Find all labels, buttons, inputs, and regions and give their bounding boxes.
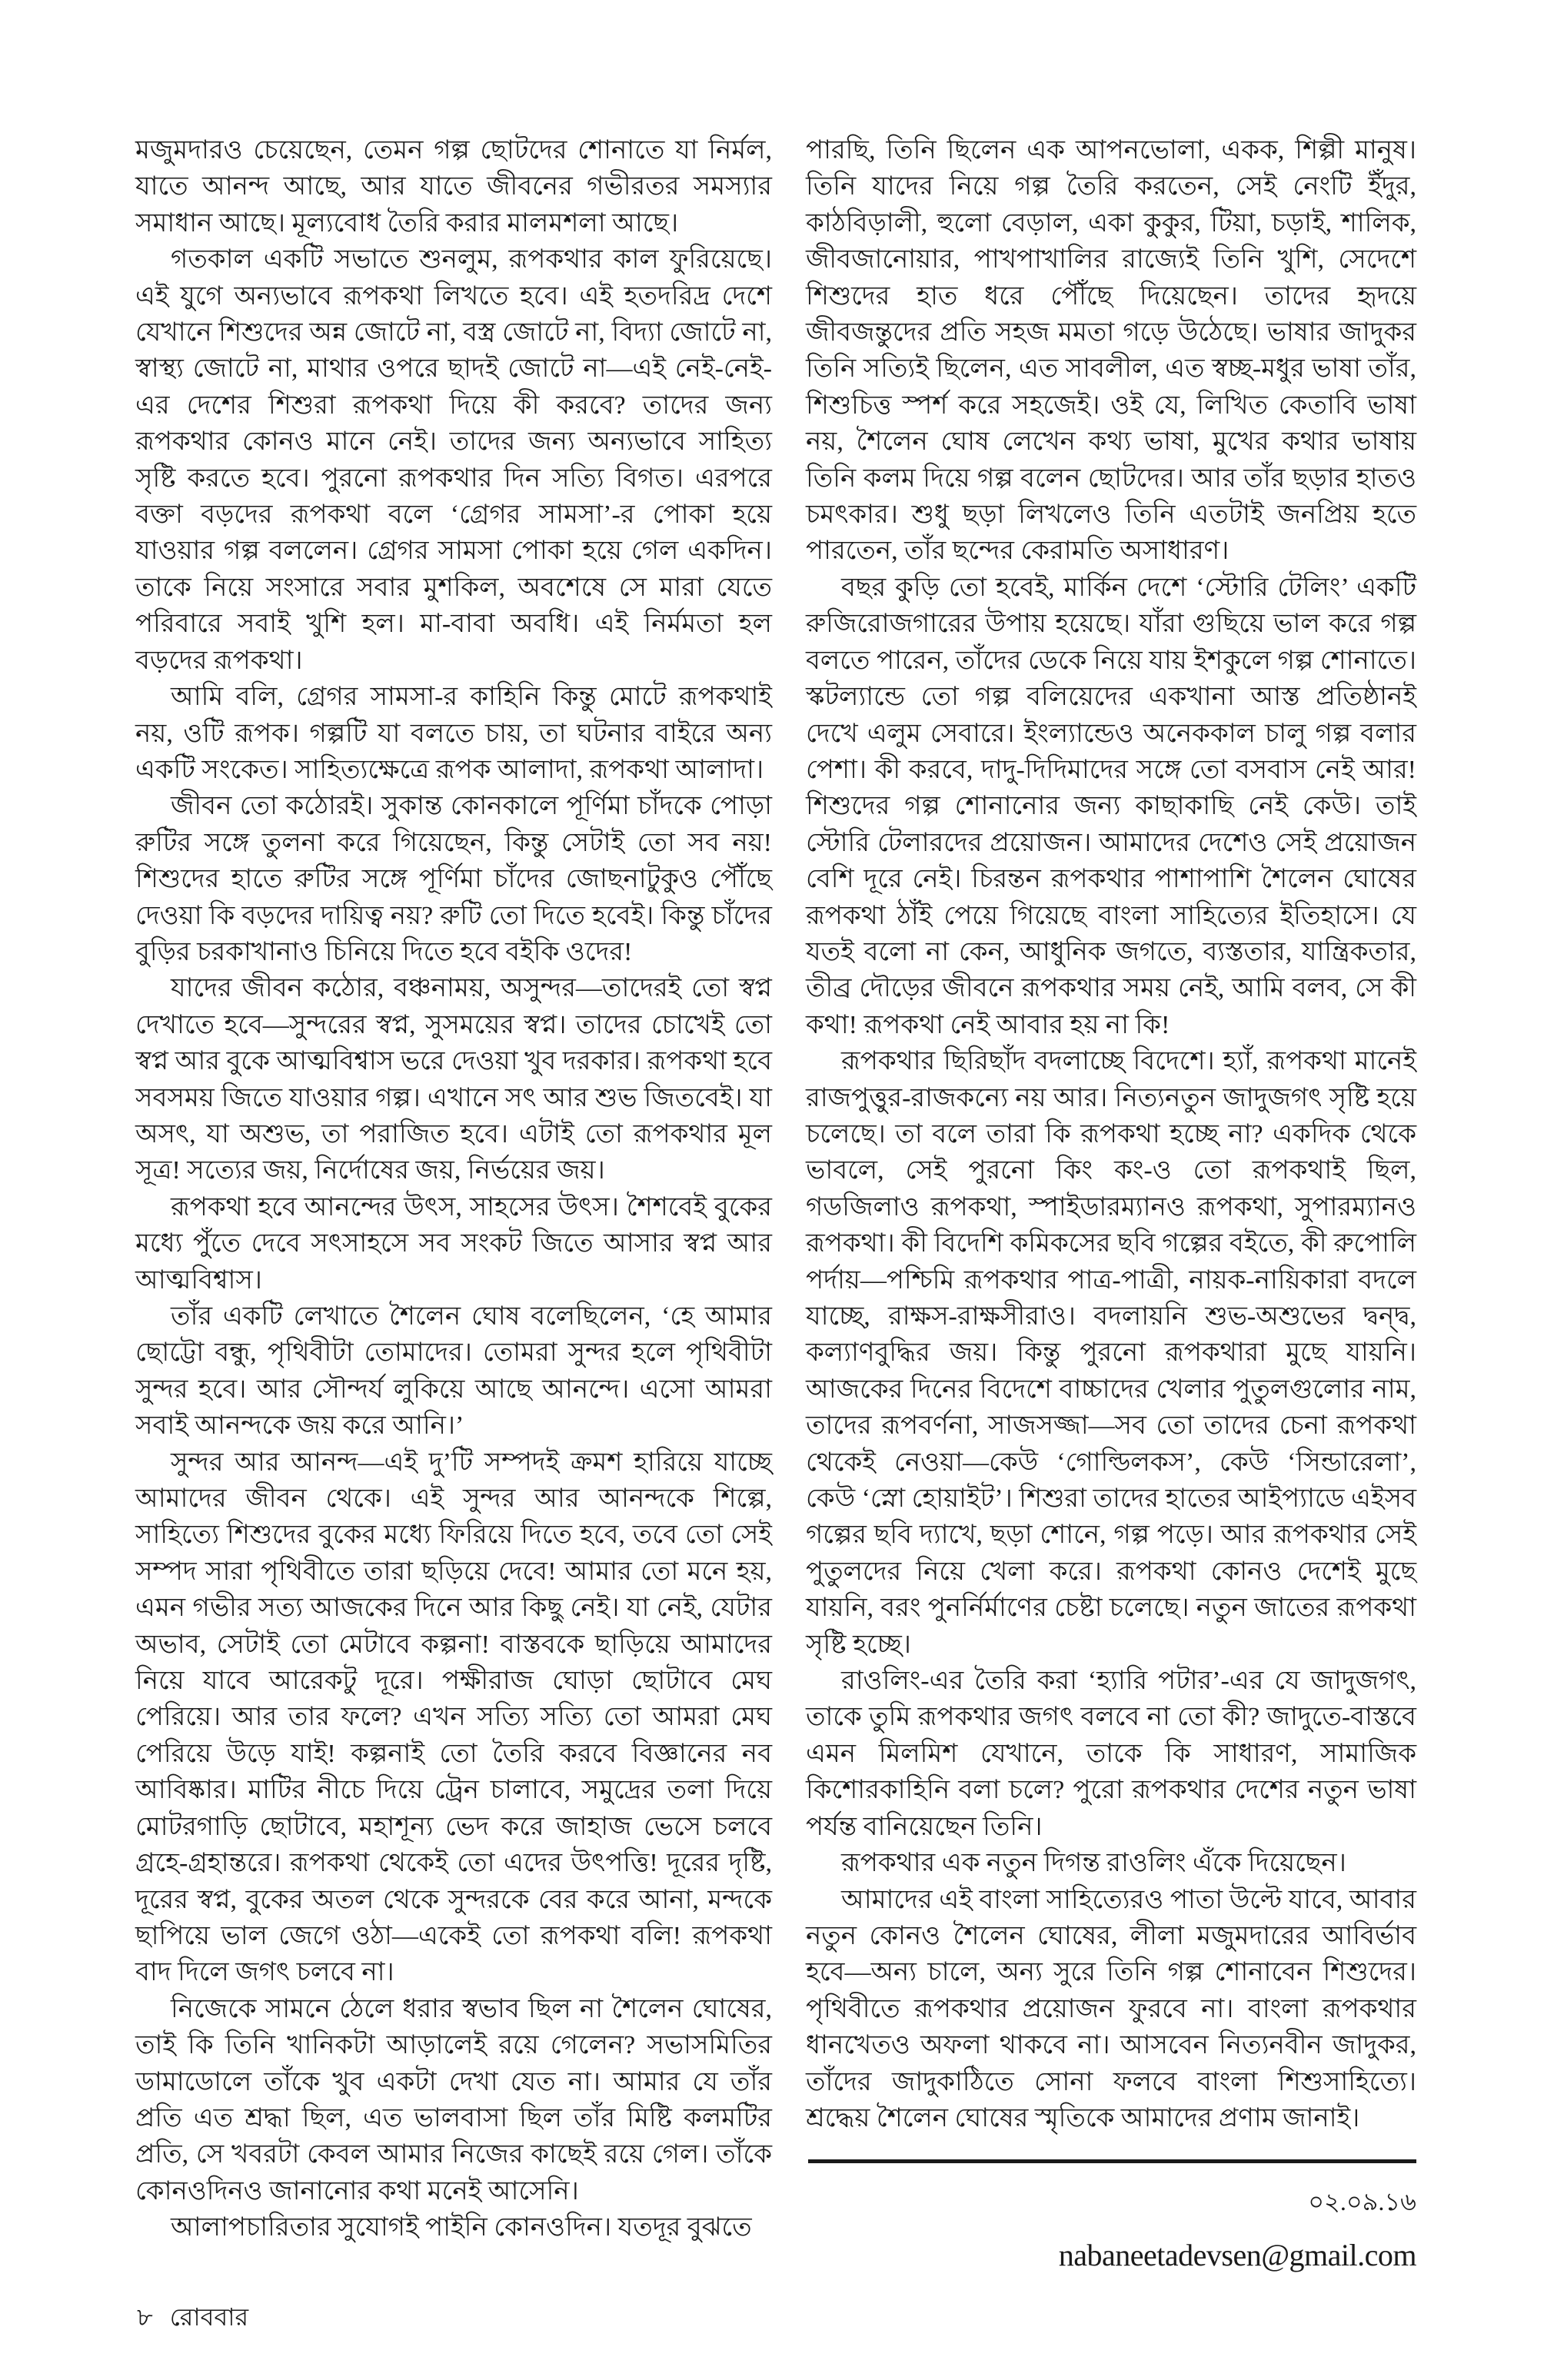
article-column-left <box>135 132 772 2246</box>
author-email: nabaneetadevsen@gmail.com <box>1058 2238 1416 2273</box>
page-number: ৮ <box>137 2303 153 2332</box>
paragraph: রূপকথার ছিরিছাঁদ বদলাচ্ছে বিদেশে। হ্যাঁ, রূপকথা মানেই রাজপুত্তুর-রাজকন্যে নয় আর। নিত্যনতুন জাদুজগৎ সৃষ্টি হয়ে চলেছে। তা বলে তারা কি রূপকথা হচ্ছে না? একদিক থেকে ভাবলে, সেই পুরনো কিং কং-ও তো রূপকথাই ছিল, গডজিলাও রূপকথা, স্পাইডারম্যানও রূপকথা, সুপারম্যানও রূপকথা। কী বিদেশি কমিকসের ছবি গল্পের বইতে, কী রুপোলি পর্দায়—পশ্চিমি রূপকথার পাত্র-পাত্রী, নায়ক-নায়িকারা বদলে যাচ্ছে, রাক্ষস-রাক্ষসীরাও। বদলায়নি শুভ-অশুভের দ্বন্দ্ব, কল্যাণবুদ্ধির জয়। কিন্তু পুরনো রূপকথারা মুছে যায়নি। আজকের দিনের বিদেশে বাচ্চাদের খেলার পুতুলগুলোর নাম, তাদের রূপবর্ণনা, সাজসজ্জা—সব তো তাদের চেনা রূপকথা থেকেই নেওয়া—কেউ ‘গোল্ডিলকস’, কেউ ‘সিন্ডারেলা’, কেউ ‘স্নো হোয়াইট’। শিশুরা তাদের হাতের আইপ্যাডে এইসব গল্পের ছবি দ্যাখে, ছড়া শোনে, গল্প পড়ে। আর রূপকথার সেই পুতুলদের নিয়ে খেলা করে। রূপকথা কোনও দেশেই মুছে যায়নি, বরং পুনর্নির্মাণের চেষ্টা চলেছে। নতুন জাতের রূপকথা সৃষ্টি হচ্ছে। <box>806 1047 1416 1659</box>
paragraph: নিজেকে সামনে ঠেলে ধরার স্বভাব ছিল না শৈলেন ঘোষের, তাই কি তিনি খানিকটা আড়ালেই রয়ে গেলেন? সভাসমিতির ডামাডোলে তাঁকে খুব একটা দেখা যেত না। আমার যে তাঁর প্রতি এত শ্রদ্ধা ছিল, এত ভালবাসা ছিল তাঁর মিষ্টি কলমটির প্রতি, সে খবরটা কেবল আমার নিজের কাছেই রয়ে গেল। তাঁকে কোনওদিনও জানানোর কথা মনেই আসেনি। <box>135 1994 772 2205</box>
paragraph: রূপকথার এক নতুন দিগন্ত রাওলিং এঁকে দিয়েছেন। <box>841 1849 1346 1878</box>
paragraph: মজুমদারও চেয়েছেন, তেমন গল্প ছোটদের শোনাতে যা নির্মল, যাতে আনন্দ আছে, আর যাতে জীবনের গভীরতর সমস্যার সমাধান আছে। মূল্যবোধ তৈরি করার মালমশলা আছে। <box>135 136 772 238</box>
paragraph: সুন্দর আর আনন্দ—এই দু’টি সম্পদই ক্রমশ হারিয়ে যাচ্ছে আমাদের জীবন থেকে। এই সুন্দর আর আনন্দকে শিল্পে, সাহিত্যে শিশুদের বুকের মধ্যে ফিরিয়ে দিতে হবে, তবে তো সেই সম্পদ সারা পৃথিবীতে তারা ছড়িয়ে দেবে! আমার তো মনে হয়, এমন গভীর সত্য আজকের দিনে আর কিছু নেই। যা নেই, যেটার অভাব, সেটাই তো মেটাবে কল্পনা! বাস্তবকে ছাড়িয়ে আমাদের নিয়ে যাবে আরেকটু দূরে। পক্ষীরাজ ঘোড়া ছোটাবে মেঘ পেরিয়ে। আর তার ফলে? এখন সত্যি সত্যি তো আমরা মেঘ পেরিয়ে উড়ে যাই! কল্পনাই তো তৈরি করবে বিজ্ঞানের নব আবিষ্কার। মাটির নীচে দিয়ে ট্রেন চালাবে, সমুদ্রের তলা দিয়ে মোটরগাড়ি ছোটাবে, মহাশূন্য ভেদ করে জাহাজ ভেসে চলবে গ্রহে-গ্রহান্তরে। রূপকথা থেকেই তো এদের উৎপত্তি! দূরের দৃষ্টি, দূরের স্বপ্ন, বুকের অতল থেকে সুন্দরকে বের করে আনা, মন্দকে ছাপিয়ে ভাল জেগে ওঠা—একেই তো রূপকথা বলি! রূপকথা বাদ দিলে জগৎ চলবে না। <box>135 1448 772 1987</box>
article-column-right <box>806 132 1416 2277</box>
page-footer <box>135 2300 1416 2334</box>
article-columns <box>135 132 1416 2277</box>
paragraph: আলাপচারিতার সুযোগই পাইনি কোনওদিন। যতদূর বুঝতে <box>171 2213 752 2242</box>
paragraph: রূপকথা হবে আনন্দের উৎস, সাহসের উৎস। শৈশবেই বুকের মধ্যে পুঁতে দেবে সৎসাহসে সব সংকট জিতে আসার স্বপ্ন আর আত্মবিশ্বাস। <box>135 1192 772 1295</box>
paragraph: যাদের জীবন কঠোর, বঞ্চনাময়, অসুন্দর—তাদেরই তো স্বপ্ন দেখাতে হবে—সুন্দরের স্বপ্ন, সুসময়ের স্বপ্ন। তাদের চোখেই তো স্বপ্ন আর বুকে আত্মবিশ্বাস ভরে দেওয়া খুব দরকার। রূপকথা হবে সবসময় জিতে যাওয়ার গল্প। এখানে সৎ আর শুভ জিতবেই। যা অসৎ, যা অশুভ, তা পরাজিত হবে। এটাই তো রূপকথার মূল সূত্র! সত্যের জয়, নির্দোষের জয়, নির্ভয়ের জয়। <box>135 974 772 1185</box>
publication-name: রোববার <box>169 2303 249 2332</box>
article-date: ০২.০৯.১৬ <box>1308 2188 1416 2216</box>
end-rule-divider <box>808 2159 1416 2163</box>
paragraph: পারছি, তিনি ছিলেন এক আপনভোলা, একক, শিল্পী মানুষ। তিনি যাদের নিয়ে গল্প তৈরি করতেন, সেই নেংটি ইঁদুর, কাঠবিড়ালী, হুলো বেড়াল, একা কুকুর, টিয়া, চড়াই, শালিক, জীবজানোয়ার, পাখপাখালির রাজ্যেই তিনি খুশি, সেদেশে শিশুদের হাত ধরে পৌঁছে দিয়েছেন। তাদের হৃদয়ে জীবজন্তুদের প্রতি সহজ মমতা গড়ে উঠেছে। ভাষার জাদুকর তিনি সত্যিই ছিলেন, এত সাবলীল, এত স্বচ্ছ-মধুর ভাষা তাঁর, শিশুচিত্ত স্পর্শ করে সহজেই। ওই যে, লিখিত কেতাবি ভাষা নয়, শৈলেন ঘোষ লেখেন কথ্য ভাষা, মুখের কথার ভাষায় তিনি কলম দিয়ে গল্প বলেন ছোটদের। আর তাঁর ছড়ার হাতও চমৎকার। শুধু ছড়া লিখলেও তিনি এতটাই জনপ্রিয় হতে পারতেন, তাঁর ছন্দের কেরামতি অসাধারণ। <box>806 136 1416 566</box>
paragraph: গতকাল একটি সভাতে শুনলুম, রূপকথার কাল ফুরিয়েছে। এই যুগে অন্যভাবে রূপকথা লিখতে হবে। এই হতদরিদ্র দেশে যেখানে শিশুদের অন্ন জোটে না, বস্ত্র জোটে না, বিদ্যা জোটে না, স্বাস্থ্য জোটে না, মাথার ওপরে ছাদই জোটে না—এই নেই-নেই-এর দেশের শিশুরা রূপকথা দিয়ে কী করবে? তাদের জন্য রূপকথার কোনও মানে নেই। তাদের জন্য অন্যভাবে সাহিত্য সৃষ্টি করতে হবে। পুরনো রূপকথার দিন সত্যি বিগত। এরপরে বক্তা বড়দের রূপকথা বলে ‘গ্রেগর সামসা’-র পোকা হয়ে যাওয়ার গল্প বললেন। গ্রেগর সামসা পোকা হয়ে গেল একদিন। তাকে নিয়ে সংসারে সবার মুশকিল, অবশেষে সে মারা যেতে পরিবারে সবাই খুশি হল। মা-বাবা অবধি। এই নির্মমতা হল বড়দের রূপকথা। <box>135 245 773 675</box>
paragraph: তাঁর একটি লেখাতে শৈলেন ঘোষ বলেছিলেন, ‘হে আমার ছোট্টো বন্ধু, পৃথিবীটা তোমাদের। তোমরা সুন্দর হলে পৃথিবীটা সুন্দর হবে। আর সৌন্দর্য লুকিয়ে আছে আনন্দে। এসো আমরা সবাই আনন্দকে জয় করে আনি।’ <box>135 1302 772 1441</box>
article-signoff <box>806 2159 1416 2277</box>
paragraph: রাওলিং-এর তৈরি করা ‘হ্যারি পটার’-এর যে জাদুজগৎ, তাকে তুমি রূপকথার জগৎ বলবে না তো কী? জাদুতে-বাস্তবে এমন মিলমিশ যেখানে, তাকে কি সাধারণ, সামাজিক কিশোরকাহিনি বলা চলে? পুরো রূপকথার দেশের নতুন ভাষা পর্যন্ত বানিয়েছেন তিনি। <box>806 1667 1416 1841</box>
paragraph: বছর কুড়ি তো হবেই, মার্কিন দেশে ‘স্টোরি টেলিং’ একটি রুজিরোজগারের উপায় হয়েছে। যাঁরা গুছিয়ে ভাল করে গল্প বলতে পারেন, তাঁদের ডেকে নিয়ে যায় ইশকুলে গল্প শোনাতে। স্কটল্যান্ডে তো গল্প বলিয়েদের একখানা আস্ত প্রতিষ্ঠানই দেখে এলুম সেবারে। ইংল্যান্ডেও অনেককাল চালু গল্প বলার পেশা। কী করবে, দাদু-দিদিমাদের সঙ্গে তো বসবাস নেই আর! শিশুদের গল্প শোনানোর জন্য কাছাকাছি নেই কেউ। তাই স্টোরি টেলারদের প্রয়োজন। আমাদের দেশেও সেই প্রয়োজন বেশি দূরে নেই। চিরন্তন রূপকথার পাশাপাশি শৈলেন ঘোষের রূপকথা ঠাঁই পেয়ে গিয়েছে বাংলা সাহিত্যের ইতিহাসে। যে যতই বলো না কেন, আধুনিক জগতে, ব্যস্ততার, যান্ত্রিকতার, তীব্র দৌড়ের জীবনে রূপকথার সময় নেই, আমি বলব, সে কী কথা! রূপকথা নেই আবার হয় না কি! <box>806 573 1416 1039</box>
paragraph: জীবন তো কঠোরই। সুকান্ত কোনকালে পূর্ণিমা চাঁদকে পোড়া রুটির সঙ্গে তুলনা করে গিয়েছেন, কিন্তু সেটাই তো সব নয়! শিশুদের হাতে রুটির সঙ্গে পূর্ণিমা চাঁদের জোছনাটুকুও পৌঁছে দেওয়া কি বড়দের দায়িত্ব নয়? রুটি তো দিতে হবেই। কিন্তু চাঁদের বুড়ির চরকাখানাও চিনিয়ে দিতে হবে বইকি ওদের! <box>135 792 772 966</box>
paragraph: আমি বলি, গ্রেগর সামসা-র কাহিনি কিন্তু মোটে রূপকথাই নয়, ওটি রূপক। গল্পটি যা বলতে চায়, তা ঘটনার বাইরে অন্য একটি সংকেত। সাহিত্যক্ষেত্রে রূপক আলাদা, রূপকথা আলাদা। <box>135 683 772 784</box>
paragraph: আমাদের এই বাংলা সাহিত্যেরও পাতা উল্টে যাবে, আবার নতুন কোনও শৈলেন ঘোষের, লীলা মজুমদারের আবির্ভাব হবে—অন্য চালে, অন্য সুরে তিনি গল্প শোনাবেন শিশুদের। পৃথিবীতে রূপকথার প্রয়োজন ফুরবে না। বাংলা রূপকথার ধানখেতও অফলা থাকবে না। আসবেন নিত্যনবীন জাদুকর, তাঁদের জাদুকাঠিতে সোনা ফলবে বাংলা শিশুসাহিত্যে। শ্রদ্ধেয় শৈলেন ঘোষের স্মৃতিকে আমাদের প্রণাম জানাই। <box>806 1885 1416 2132</box>
